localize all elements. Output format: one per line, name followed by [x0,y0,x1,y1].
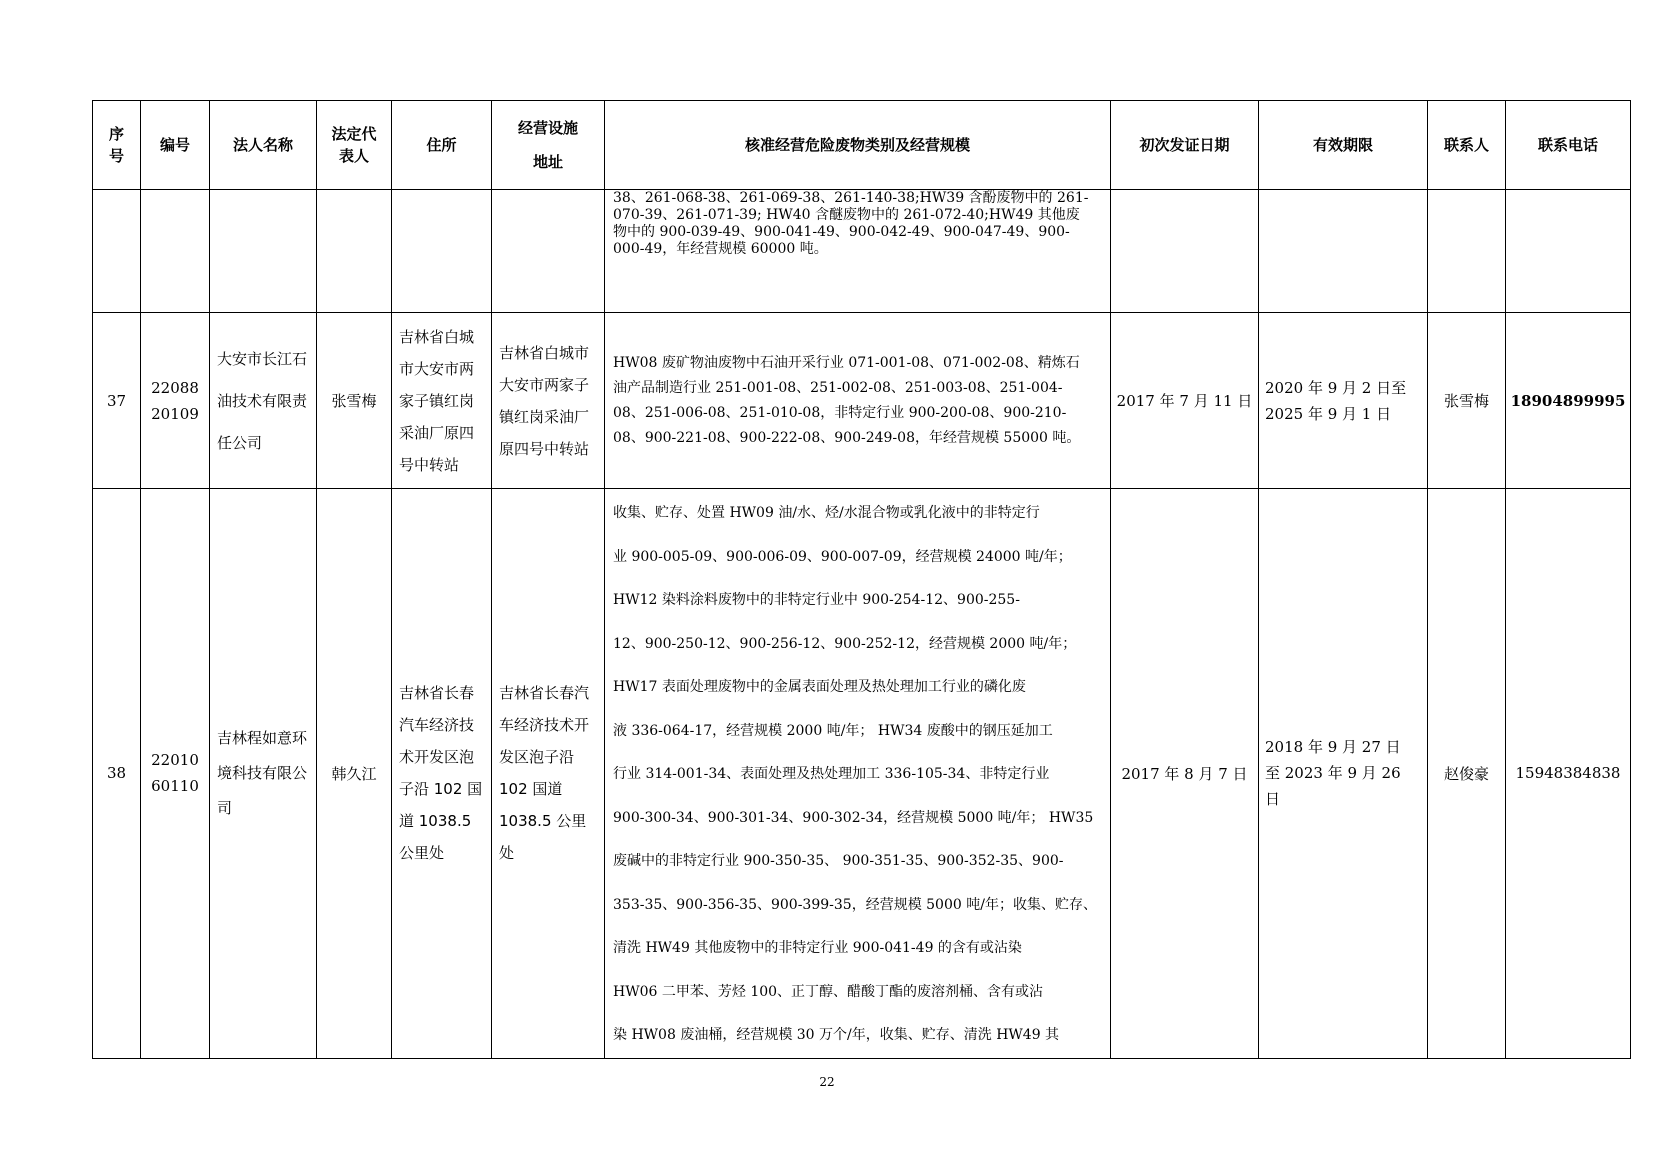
cell-scope: 38、261-068-38、261-069-38、261-140-38;HW39 含酚废物中的 261-070-39、261-071-39; HW40 含醚废物中的 261-072-40;HW49 其他废物中的 900-039-49、900-041-49、900-042-49、900-047-49、900-000-49，年经营规模 60000 吨。 [605,190,1111,313]
cell-contact [1428,190,1506,313]
table-row [93,489,1631,1059]
cell-seq: 38 [93,489,141,1059]
header-first-issue-date: 初次发证日期 [1111,101,1259,190]
cell-contact: 赵俊豪 [1428,489,1506,1059]
scope-line: 废碱中的非特定行业 900-350-35、 900-351-35、900-352-35、900- [613,853,1064,869]
cell-phone: 15948384838 [1506,489,1631,1059]
cell-corp-name: 吉林程如意环境科技有限公司 [210,489,317,1059]
header-contact: 联系人 [1428,101,1506,190]
scope-line: HW12 染料涂料废物中的非特定行业中 900-254-12、900-255- [613,592,1020,608]
cell-facility-addr [492,190,605,313]
table-row [93,313,1631,489]
table-row-continued [93,190,1631,313]
cell-validity: 2020 年 9 月 2 日至 2025 年 9 月 1 日 [1259,313,1428,489]
cell-code [141,190,210,313]
page-number: 22 [819,1075,835,1089]
header-validity: 有效期限 [1259,101,1428,190]
permit-table [92,100,1631,1059]
header-corp-name: 法人名称 [210,101,317,190]
cell-validity: 2018 年 9 月 27 日至 2023 年 9 月 26 日 [1259,489,1428,1059]
scope-line: 液 336-064-17，经营规模 2000 吨/年； HW34 废酸中的钢压延加工 [613,722,1053,739]
scope-line: 行业 314-001-34、表面处理及热处理加工 336-105-34、非特定行业 [613,766,1050,782]
cell-validity [1259,190,1428,313]
cell-code: 2201060110 [141,489,210,1059]
header-row [93,101,1631,190]
header-code: 编号 [141,101,210,190]
header-facility-addr: 经营设施地址 [492,101,605,190]
cell-first-issue-date: 2017 年 7 月 11 日 [1111,313,1259,489]
header-residence: 住所 [392,101,492,190]
cell-legal-rep: 张雪梅 [317,313,392,489]
header-phone: 联系电话 [1506,101,1631,190]
header-seq: 序号 [93,101,141,190]
cell-residence: 吉林省长春汽车经济技术开发区泡子沿 102 国道 1038.5 公里处 [392,489,492,1059]
cell-phone [1506,190,1631,313]
scope-line: 收集、贮存、处置 HW09 油/水、烃/水混合物或乳化液中的非特定行 [613,505,1040,521]
cell-facility-addr: 吉林省白城市大安市两家子镇红岗采油厂原四号中转站 [492,313,605,489]
scope-line: HW06 二甲苯、芳烃 100、正丁醇、醋酸丁酯的废溶剂桶、含有或沾 [613,983,1044,1000]
scope-line: 12、900-250-12、900-256-12、900-252-12，经营规模 2000 吨/年； [613,635,1077,652]
scope-line: 353-35、900-356-35、900-399-35，经营规模 5000 吨/年；收集、贮存、 [613,896,1097,913]
cell-corp-name: 大安市长江石油技术有限责任公司 [210,313,317,489]
cell-legal-rep: 韩久江 [317,489,392,1059]
scope-line: 清洗 HW49 其他废物中的非特定行业 900-041-49 的含有或沾染 [613,940,1022,956]
cell-residence: 吉林省白城市大安市两家子镇红岗采油厂原四号中转站 [392,313,492,489]
cell-first-issue-date [1111,190,1259,313]
cell-facility-addr: 吉林省长春汽车经济技术开发区泡子沿 102 国道 1038.5 公里处 [492,489,605,1059]
cell-code: 2208820109 [141,313,210,489]
scope-line: HW17 表面处理废物中的金属表面处理及热处理加工行业的磷化废 [613,679,1026,695]
cell-residence [392,190,492,313]
cell-first-issue-date: 2017 年 8 月 7 日 [1111,489,1259,1059]
scope-line: 染 HW08 废油桶，经营规模 30 万个/年，收集、贮存、清洗 HW49 其 [613,1027,1060,1043]
cell-phone: 18904899995 [1506,313,1631,489]
cell-scope [605,489,1111,1059]
header-legal-rep: 法定代表人 [317,101,392,190]
scope-line: 900-300-34、900-301-34、900-302-34，经营规模 5000 吨/年； HW35 [613,809,1094,826]
cell-corp-name [210,190,317,313]
cell-legal-rep [317,190,392,313]
header-scope: 核准经营危险废物类别及经营规模 [605,101,1111,190]
scope-line: 业 900-005-09、900-006-09、900-007-09，经营规模 24000 吨/年； [613,548,1072,565]
cell-seq: 37 [93,313,141,489]
cell-contact: 张雪梅 [1428,313,1506,489]
cell-seq [93,190,141,313]
cell-scope: HW08 废矿物油废物中石油开采行业 071-001-08、071-002-08、精炼石油产品制造行业 251-001-08、251-002-08、251-003-08、251-004-08、251-006-08、251-010-08，非特定行业 900-200-08、900-210-08、900-221-08、900-222-08、900-249-08，年经营规模 55000 吨。 [605,313,1111,489]
